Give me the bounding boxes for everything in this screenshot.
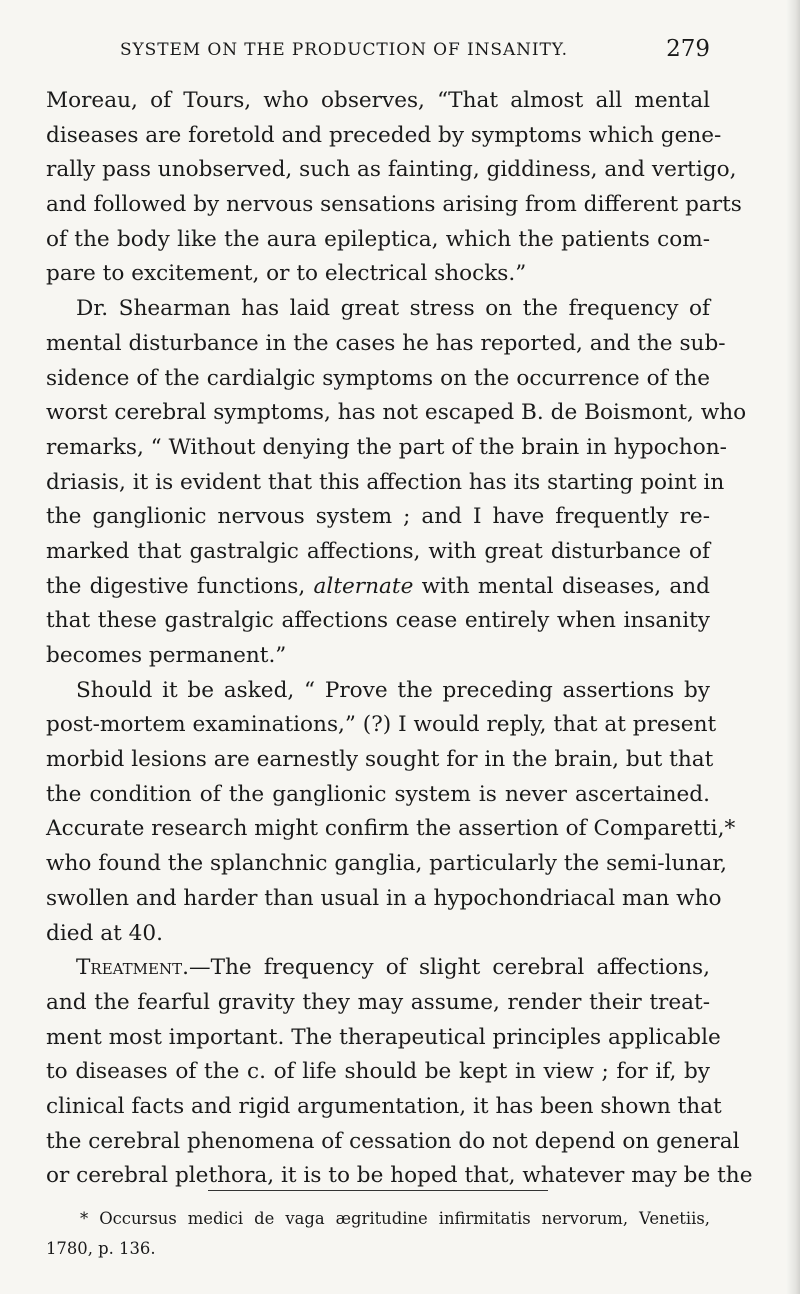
text-line: post-mortem examinations,” (?) I would reply, that at present [46,712,717,738]
page-edge-shadow [786,0,800,1294]
text-line: marked that gastralgic affections, with great disturbance of [46,538,710,564]
italic-word: alternate [313,573,414,599]
running-title: SYSTEM ON THE PRODUCTION OF INSANITY. [120,40,568,60]
text-line: Should it be asked, “ Prove the preceding assertions by [76,677,710,703]
text-line: of the body like the aura epileptica, which the patients com- [46,226,710,252]
running-head [46,36,710,66]
footnote-line: * Occursus medici de vaga ægritudine infirmitatis nervorum, Venetiis, [80,1209,710,1228]
page-number: 279 [666,36,710,62]
footnote-divider [208,1190,548,1191]
footnote [46,1204,710,1264]
text-line: mental disturbance in the cases he has reported, and the sub- [46,330,726,356]
text-line: the ganglionic nervous system ; and I have frequently re- [46,504,710,530]
text-line: died at 40. [46,920,163,946]
text-line: rally pass unobserved, such as fainting, giddiness, and vertigo, [46,157,737,183]
text-line: worst cerebral symptoms, has not escaped B. de Boismont, who [46,400,747,426]
text-line [46,570,710,605]
text-line [46,951,710,986]
text-line: to diseases of the c. of life should be kept in view ; for if, by [46,1059,710,1085]
text-line: diseases are foretold and preceded by symptoms which gene- [46,122,722,148]
text-segment: with mental diseases, and [413,573,710,599]
text-line: and followed by nervous sensations arising from different parts [46,192,742,218]
text-line: clinical facts and rigid argumentation, it has been shown that [46,1093,722,1119]
text-line: who found the splanchnic ganglia, particularly the semi-lunar, [46,851,728,877]
text-line: and the fearful gravity they may assume, render their treat- [46,989,710,1015]
text-line: Moreau, of Tours, who observes, “That almost all mental [46,88,710,113]
text-segment: —The frequency of slight cerebral affections, [188,955,710,981]
text-segment: the digestive functions, [46,573,314,599]
text-line: or cerebral plethora, it is to be hoped that, whatever may be the [46,1163,753,1189]
text-line: the cerebral phenomena of cessation do not depend on general [46,1128,740,1154]
text-line: driasis, it is evident that this affection has its starting point in [46,469,725,495]
body-text [46,84,753,1194]
text-line: that these gastralgic affections cease entirely when insanity [46,608,710,634]
text-line: the condition of the ganglionic system is never ascertained. [46,781,710,807]
text-line: swollen and harder than usual in a hypochondriacal man who [46,885,722,911]
text-line: ment most important. The therapeutical principles applicable [46,1024,721,1050]
text-line: Dr. Shearman has laid great stress on the frequency of [76,296,710,322]
text-line: becomes permanent.” [46,643,287,668]
text-line: remarks, “ Without denying the part of the brain in hypochon- [46,434,727,460]
text-line: sidence of the cardialgic symptoms on the occurrence of the [46,365,710,391]
text-line: morbid lesions are earnestly sought for in the brain, but that [46,747,714,773]
footnote-line: 1780, p. 136. [46,1239,156,1258]
text-line: Accurate research might confirm the assertion of Comparetti,* [46,816,736,842]
section-heading: Treatment. [76,955,189,981]
text-line: pare to excitement, or to electrical shocks.” [46,261,527,287]
